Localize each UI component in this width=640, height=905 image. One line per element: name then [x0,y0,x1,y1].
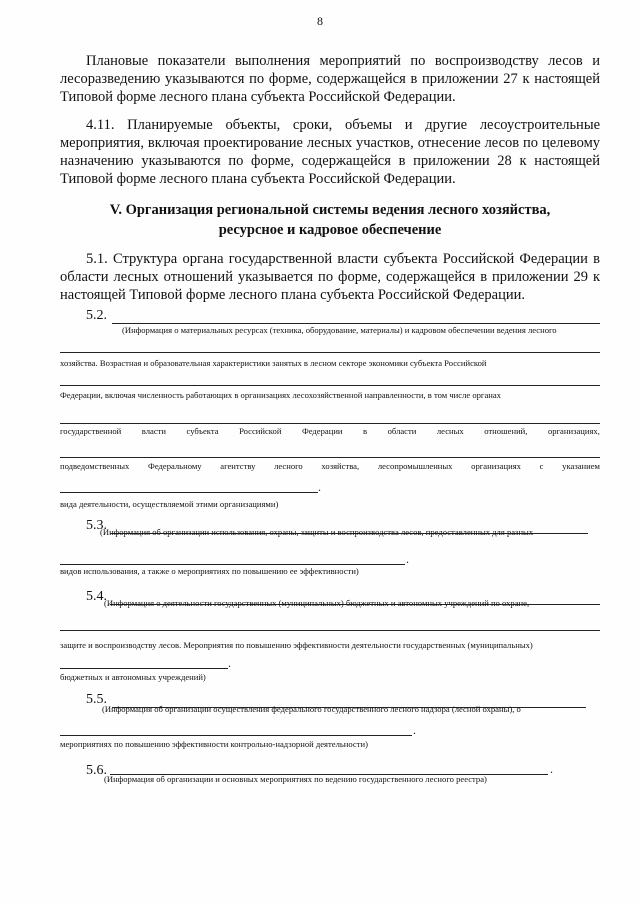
word: агентству [220,461,256,471]
fill-line[interactable] [60,457,600,458]
paragraph-targets: Плановые показатели выполнения мероприятий по воспроизводству лесов и лесоразведению указываются по форме, содержащейся в приложении 27 к настоящей Типовой форме лесного плана субъекта Российской Федерации. [60,53,600,105]
fill-line[interactable] [60,352,600,353]
word: Федерации [301,426,343,436]
word: государственной [60,426,122,436]
word: Федеральному [148,461,202,471]
fill-hint: вида деятельности, осуществляемой этими организациями) [60,499,279,509]
section-number: 5.2. [86,308,107,323]
word: организациях [471,461,521,471]
paragraph-4-11: 4.11. Планируемые объекты, сроки, объемы и другие лесоустроительные мероприятия, включая проектирование лесных участков, отнесение лесов по целевому назначению указываются по форме, содержащейся в приложении 28 к настоящей Типовой форме лесного плана субъекта Российской Федерации. [60,117,600,187]
word: отношений, [484,426,528,436]
word: организациях, [547,426,600,436]
section-number: 5.6. [86,763,107,778]
fill-hint: (Информация об организации и основных мероприятиях по ведению государственного лесного реестра) [104,774,487,784]
fill-hint: защите и воспроизводству лесов. Мероприятия по повышению эффективности деятельности государственных (муниципальных) [60,640,533,650]
end-mark: . [413,723,416,737]
word: хозяйства, [321,461,360,471]
end-mark: . [228,656,231,670]
fill-line[interactable] [60,385,600,386]
fill-hint: видов использования, а также о мероприятиях по повышению ее эффективности) [60,566,359,576]
page-number: 8 [317,14,323,28]
fill-line[interactable] [60,492,318,493]
word: Российской [239,426,282,436]
fill-hint-justified [60,426,600,436]
word: лесного [274,461,303,471]
heading-line-2: ресурсное и кадровое обеспечение [218,222,442,238]
end-mark: . [550,762,553,776]
section-number: 5.4. [86,589,107,604]
word: подведомственных [60,461,130,471]
end-mark: . [318,480,321,494]
fill-hint: бюджетных и автономных учреждений) [60,672,206,682]
section-number: 5.5. [86,692,107,707]
word: указанием [562,461,600,471]
fill-hint: (Информация об организации осуществления федерального государственного лесного надзора (лесной охраны), о [102,704,521,714]
word: с [539,461,544,471]
fill-hint: Федерации, включая численность работающих в организациях лесохозяйственной направленности, в том числе органах [60,390,501,400]
word: лесных [436,426,464,436]
fill-line[interactable] [60,668,228,669]
word: в [363,426,368,436]
fill-line[interactable] [60,630,600,631]
section-heading [60,200,600,240]
fill-line[interactable] [60,564,405,565]
fill-line[interactable] [60,735,412,736]
fill-hint-justified [60,461,600,471]
fill-hint: (Информация о материальных ресурсах (техника, оборудование, материалы) и кадровом обеспечении ведения лесного [122,325,557,335]
fill-hint: (Информация о деятельности государственных (муниципальных) бюджетных и автономных учреждений по охране, [104,598,530,608]
fill-hint: (Информация об организации использования, охраны, защиты и воспроизводства лесов, предоставленных для разных [100,527,534,537]
fill-hint: мероприятиях по повышению эффективности контрольно-надзорной деятельности) [60,739,368,749]
end-mark: . [406,552,409,566]
word: лесопромышленных [377,461,453,471]
word: области [387,426,417,436]
fill-line[interactable] [60,423,600,424]
heading-line-1: V. Организация региональной системы ведения лесного хозяйства, [109,202,551,218]
word: власти [141,426,166,436]
fill-hint: хозяйства. Возрастная и образовательная характеристики занятых в лесном секторе экономики субъекта Российской [60,358,487,368]
word: субъекта [186,426,219,436]
fill-line[interactable] [112,323,600,324]
section-number: 5.3. [86,518,107,533]
paragraph-5-1: 5.1. Структура органа государственной власти субъекта Российской Федерации в области лесных отношений указывается по форме, содержащейся в приложении 29 к настоящей Типовой форме лесного плана субъекта Российской Федерации. [60,251,600,303]
